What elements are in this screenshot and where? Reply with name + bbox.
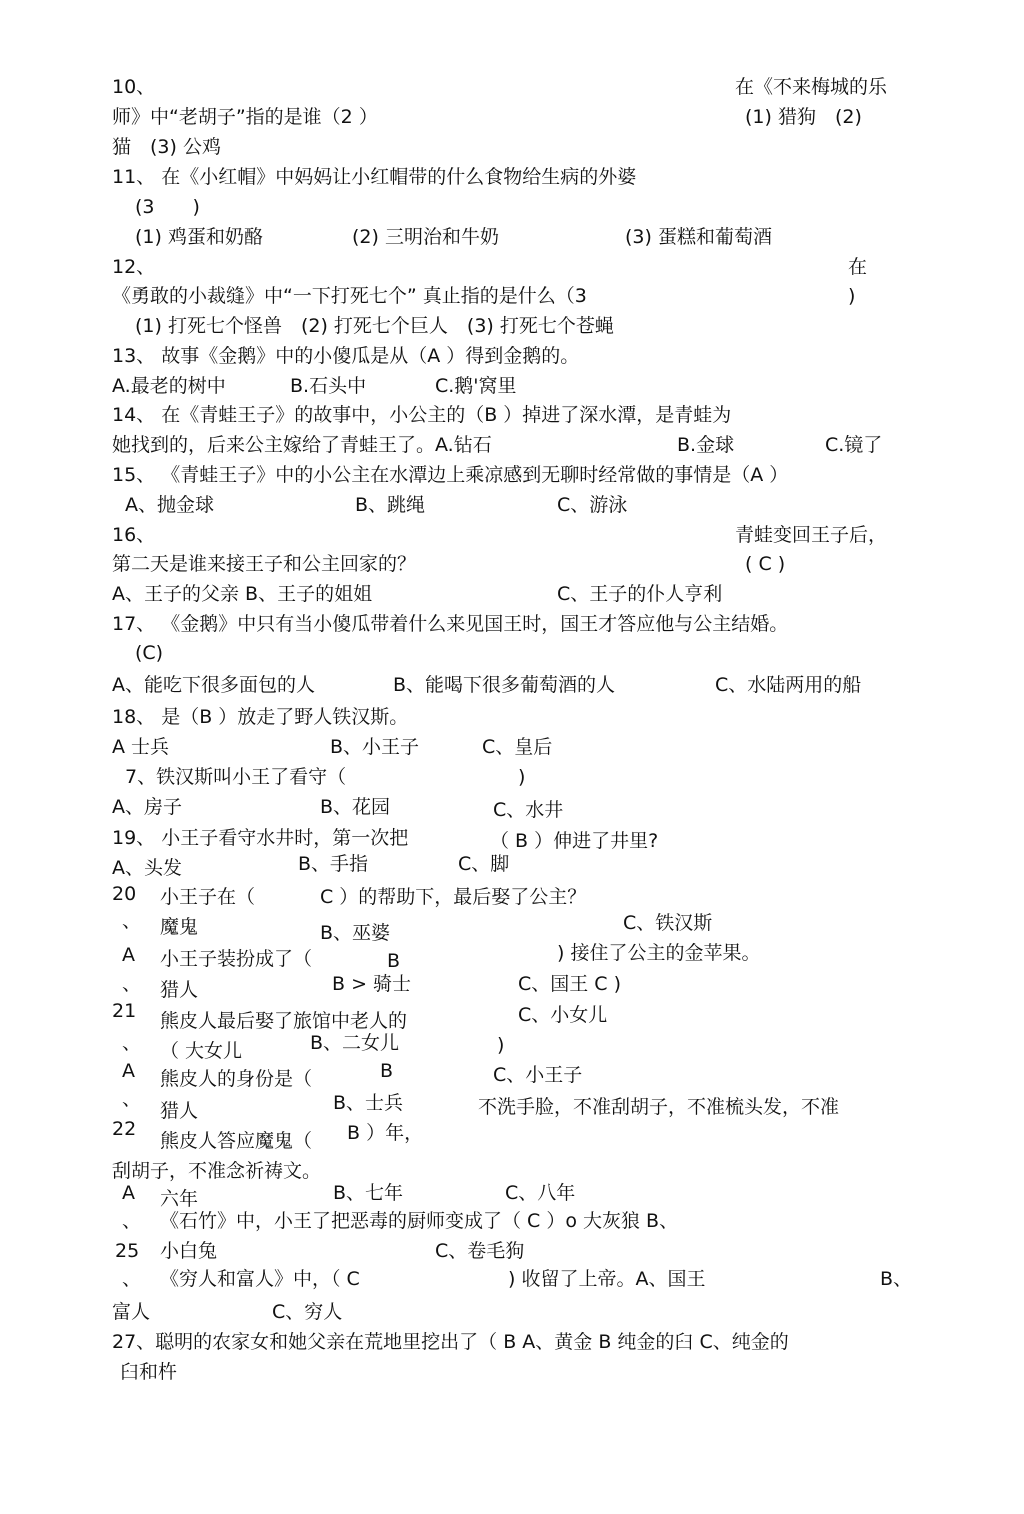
text-line: C、水陆两用的船	[715, 674, 862, 696]
text-line: 13、 故事《金鹅》中的小傻瓜是从（A ）得到金鹅的。	[112, 345, 580, 367]
text-line: A、房子	[112, 796, 182, 818]
text-line: C、水井	[493, 799, 564, 821]
text-line: 青蛙变回王子后，	[735, 524, 888, 546]
text-line: B、跳绳	[355, 494, 426, 516]
text-line: B > 骑士	[332, 973, 412, 995]
text-line: 小王子装扮成了（	[160, 948, 313, 970]
text-line: A、王子的父亲 B、王子的姐姐	[112, 583, 373, 605]
text-line: 12、	[112, 256, 156, 278]
text-line: A、能吃下很多面包的人	[112, 674, 315, 696]
text-line: 7、铁汉斯叫小王了看守（	[125, 766, 347, 788]
text-line: B、七年	[333, 1182, 404, 1204]
text-line: B ）年，	[347, 1122, 424, 1144]
text-line: 14、 在《青蛙王子》的故事中，小公主的（B ）掉进了深水潭，是青蛙为	[112, 404, 732, 426]
text-line: B、手指	[298, 853, 369, 875]
text-line: )	[848, 285, 856, 307]
text-line: C.镜了	[825, 434, 883, 456]
text-line: C、卷毛狗	[435, 1240, 525, 1262]
text-line: 富人	[112, 1301, 151, 1323]
text-line: 、	[122, 910, 142, 932]
text-line: 《穷人和富人》中，（ C	[160, 1268, 360, 1290]
text-line: C、八年	[505, 1182, 576, 1204]
text-line: 小白兔	[160, 1240, 218, 1262]
text-line: 18、 是（B ）放走了野人铁汉斯。	[112, 706, 409, 728]
text-line: 臼和杵	[120, 1361, 178, 1383]
text-line: 熊皮人答应魔鬼（	[160, 1130, 313, 1152]
text-line: 19、 小王子看守水井时，第一次把	[112, 827, 409, 849]
text-line: C、铁汉斯	[623, 912, 713, 934]
text-line: 师》中“老胡子”指的是谁（2 ）	[112, 106, 378, 128]
text-line: 不洗手脸，不准刮胡子，不准梳头发，不准	[478, 1096, 840, 1118]
text-line: 、	[122, 1032, 142, 1054]
text-line: 猎人	[160, 1100, 199, 1122]
text-line: 熊皮人最后娶了旅馆中老人的	[160, 1010, 408, 1032]
text-line: 六年	[160, 1188, 199, 1210]
text-line: B、士兵	[333, 1092, 404, 1114]
text-line: B	[387, 950, 401, 972]
text-line: )	[497, 1034, 505, 1056]
text-line: （ 大女儿	[160, 1040, 243, 1062]
text-line: C.鹅'窝里	[435, 375, 517, 397]
text-line: B、能喝下很多葡萄酒的人	[393, 674, 616, 696]
text-line: 在	[848, 256, 868, 278]
text-line: B	[380, 1060, 394, 1082]
text-line: 10、	[112, 76, 156, 98]
text-line: A.最老的树中	[112, 375, 226, 397]
text-line: B.石头中	[290, 375, 367, 397]
text-line: 、	[122, 973, 142, 995]
text-line: 第二天是谁来接王子和公主回家的？	[112, 553, 417, 575]
text-line: A、头发	[112, 857, 182, 879]
text-line: C ）的帮助下，最后娶了公主？	[320, 886, 587, 908]
text-line: （ B ）伸进了井里?	[490, 830, 659, 852]
text-line: 《勇敢的小裁缝》中“一下打死七个” 真止指的是什么（3	[112, 285, 587, 307]
text-line: 20	[112, 883, 137, 905]
text-line: 熊皮人的身份是（	[160, 1068, 313, 1090]
text-line: 17、 《金鹅》中只有当小傻瓜带着什么来见国王时，国王才答应他与公主结婚。	[112, 613, 789, 635]
text-line: 魔鬼	[160, 916, 199, 938]
text-line: B、	[880, 1268, 913, 1290]
text-line: 27、聪明的农家女和她父亲在荒地里挖出了（ B A、黄金 B 纯金的臼 C、纯金的	[112, 1331, 789, 1353]
text-line: 、	[122, 1268, 142, 1290]
text-line: 21	[112, 1000, 137, 1022]
text-line: A	[122, 944, 135, 966]
text-line: A、抛金球	[125, 494, 214, 516]
text-line: 、	[122, 1088, 142, 1110]
text-line: C、小女儿	[518, 1004, 608, 1026]
text-line: ( C )	[745, 553, 786, 575]
text-line: 25	[115, 1240, 140, 1262]
text-line: A	[122, 1060, 135, 1082]
text-line: (1) 猎狗 (2)	[745, 106, 862, 128]
text-line: C、穷人	[272, 1301, 343, 1323]
text-line: B、小王子	[330, 736, 420, 758]
text-line: (1) 鸡蛋和奶酪	[135, 226, 263, 248]
text-line: B.金球	[677, 434, 735, 456]
text-line: ) 接住了公主的金苹果。	[557, 942, 761, 964]
text-line: 15、 《青蛙王子》中的小公主在水潭边上乘凉感到无聊时经常做的事情是（A ）	[112, 464, 789, 486]
text-line: 猎人	[160, 979, 199, 1001]
text-line: )	[518, 766, 526, 788]
text-line: B、二女儿	[310, 1032, 400, 1054]
text-line: C、皇后	[482, 736, 553, 758]
text-line: B、巫婆	[320, 922, 391, 944]
text-line: 猫 (3) 公鸡	[112, 136, 221, 158]
text-line: C、小王子	[493, 1064, 583, 1086]
text-line: (3 )	[135, 196, 200, 218]
text-line: (C)	[135, 642, 164, 664]
text-line: (3) 蛋糕和葡萄酒	[625, 226, 772, 248]
text-line: C、国王 C )	[518, 973, 622, 995]
text-line: 《石竹》中，小王了把恶毒的厨师变成了（ C ）o 大灰狼 B、	[160, 1210, 679, 1232]
text-line: C、脚	[458, 853, 510, 875]
text-line: C、游泳	[557, 494, 628, 516]
text-line: A	[122, 1182, 135, 1204]
text-line: 11、 在《小红帽》中妈妈让小红帽带的什么食物给生病的外婆	[112, 166, 637, 188]
text-line: B、花园	[320, 796, 391, 818]
text-line: 在《不来梅城的乐	[735, 76, 888, 98]
text-line: 她找到的，后来公主嫁给了青蛙王了。A.钻石	[112, 434, 492, 456]
text-line: (2) 三明治和牛奶	[352, 226, 499, 248]
text-line: C、王子的仆人亨利	[557, 583, 723, 605]
text-line: ) 收留了上帝。A、国王	[508, 1268, 706, 1290]
text-line: 刮胡子，不准念祈祷文。	[112, 1160, 322, 1182]
text-line: A 士兵	[112, 736, 170, 758]
text-line: 16、	[112, 524, 156, 546]
text-line: 22	[112, 1118, 137, 1140]
text-line: 小王子在（	[160, 886, 256, 908]
text-line: (1) 打死七个怪兽 (2) 打死七个巨人 (3) 打死七个苍蝇	[135, 315, 614, 337]
text-line: 、	[122, 1210, 142, 1232]
